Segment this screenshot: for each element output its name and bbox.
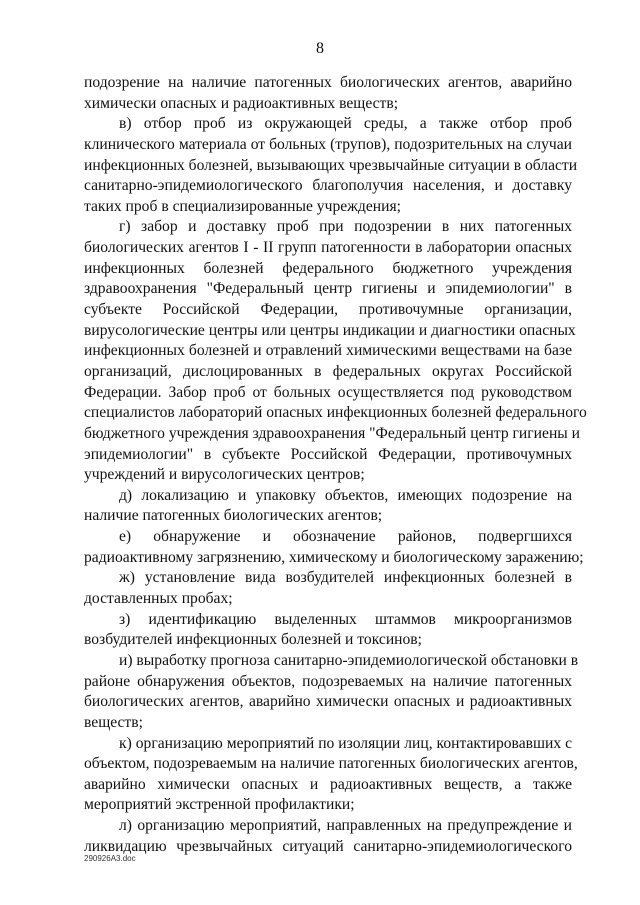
text-line: эпидемиологии" в субъекте Российской Федерации, противочумных xyxy=(84,445,572,463)
text-line: мероприятий экстренной профилактики; xyxy=(84,796,355,814)
text-line: организаций, дислоцированных в федеральных округах Российской xyxy=(84,362,572,380)
text-line: доставленных пробах; xyxy=(84,590,233,608)
text-line: ликвидацию чрезвычайных ситуаций санитарно-эпидемиологического xyxy=(84,837,572,855)
text-line: субъекте Российской Федерации, противочумные организации, xyxy=(84,301,572,319)
text-line: Федерации. Забор проб от больных осуществляется под руководством xyxy=(84,383,572,401)
text-line: к) организацию мероприятий по изоляции лиц, контактировавших с xyxy=(119,734,572,752)
text-line: вирусологические центры или центры индикации и диагностики опасных xyxy=(84,321,576,339)
text-line: г) забор и доставку проб при подозрении в них патогенных xyxy=(119,218,572,236)
text-line: в) отбор проб из окружающей среды, а также отбор проб xyxy=(119,115,572,133)
text-line: аварийно химически опасных и радиоактивных веществ, а также xyxy=(84,775,572,793)
file-name-footer: 290926A3.doc xyxy=(84,854,136,863)
text-line: инфекционных болезней федерального бюджетного учреждения xyxy=(84,259,572,277)
text-line: возбудителей инфекционных болезней и токсинов; xyxy=(84,631,422,649)
text-line: и) выработку прогноза санитарно-эпидемиологической обстановки в xyxy=(119,651,579,669)
text-line: инфекционных болезней, вызывающих чрезвычайные ситуации в области xyxy=(84,156,578,174)
text-line: бюджетного учреждения здравоохранения "Федеральный центр гигиены и xyxy=(84,424,581,442)
document-body xyxy=(84,73,587,857)
text-line: таких проб в специализированные учреждения; xyxy=(84,197,401,215)
text-line: е) обнаружение и обозначение районов, подвергшихся xyxy=(119,528,572,546)
text-line: клинического материала от больных (трупов), подозрительных на случаи xyxy=(84,135,572,153)
text-line: д) локализацию и упаковку объектов, имеющих подозрение на xyxy=(119,486,572,504)
text-line: здравоохранения "Федеральный центр гигиены и эпидемиологии" в xyxy=(84,280,572,298)
text-line: химически опасных и радиоактивных веществ; xyxy=(84,94,399,112)
text-line: санитарно-эпидемиологического благополучия населения, и доставку xyxy=(84,177,572,195)
text-line: биологических агентов I - II групп патогенности в лаборатории опасных xyxy=(84,239,572,257)
text-line: ж) установление вида возбудителей инфекционных болезней в xyxy=(119,569,572,587)
text-line: биологических агентов, аварийно химически опасных и радиоактивных xyxy=(84,693,572,711)
text-line: л) организацию мероприятий, направленных на предупреждение и xyxy=(119,817,572,835)
text-line: инфекционных болезней и отравлений химическими веществами на базе xyxy=(84,342,572,360)
text-line: районе обнаружения объектов, подозреваемых на наличие патогенных xyxy=(84,672,572,690)
page-number: 8 xyxy=(316,40,324,57)
text-line: радиоактивному загрязнению, химическому и биологическому заражению; xyxy=(84,548,584,566)
text-line: наличие патогенных биологических агентов; xyxy=(84,507,383,525)
text-line: объектом, подозреваемым на наличие патогенных биологических агентов, xyxy=(84,755,578,773)
text-line: веществ; xyxy=(84,713,143,731)
text-line: подозрение на наличие патогенных биологических агентов, аварийно xyxy=(84,74,572,91)
text-line: з) идентификацию выделенных штаммов микроорганизмов xyxy=(119,610,572,628)
text-line: учреждений и вирусологических центров; xyxy=(84,466,365,484)
text-line: специалистов лабораторий опасных инфекционных болезней федерального xyxy=(84,404,587,422)
